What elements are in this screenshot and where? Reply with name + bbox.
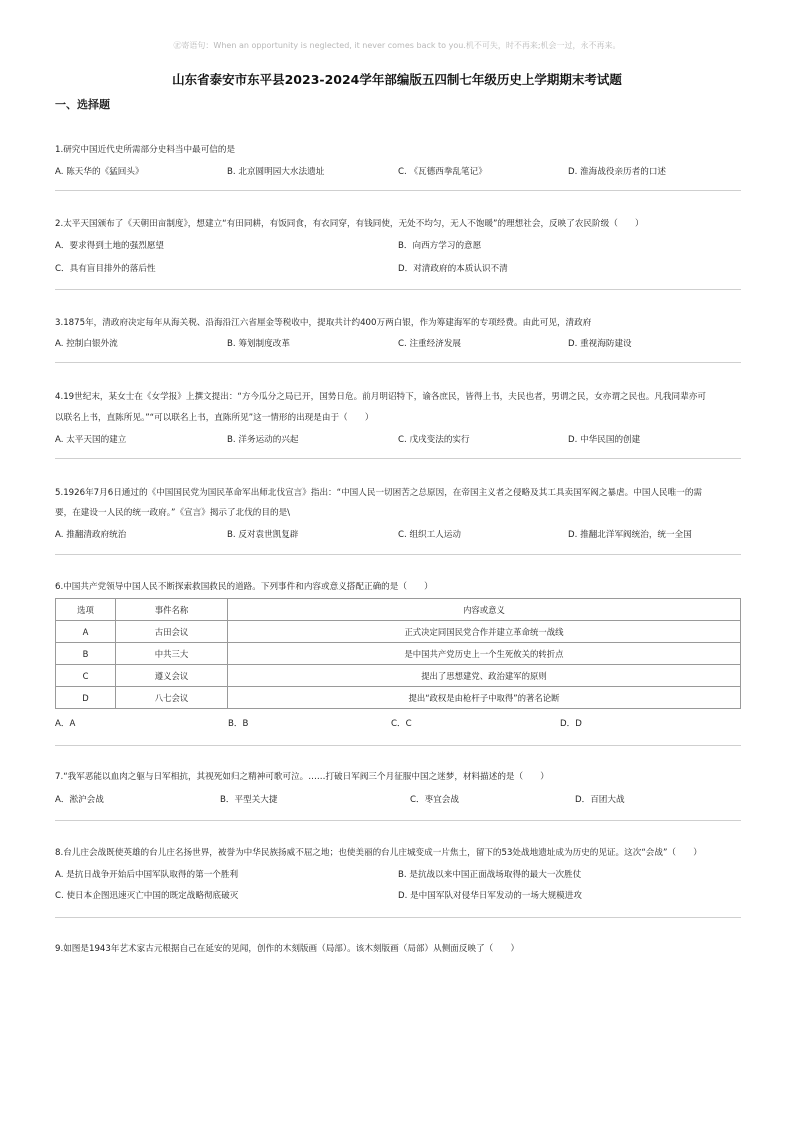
question-2-stem: 2.太平天国颁布了《天朝田亩制度》，想建立“有田同耕，有饭同食，有衣同穿，有钱同使，无处不均匀，无人不饱暖”的理想社会，反映了农民阶级（ ） [55, 219, 644, 229]
divider [55, 190, 741, 191]
question-5-option-b[interactable]: B. 反对袁世凯复辟 [227, 530, 299, 540]
question-2-option-c[interactable]: C．具有盲目排外的落后性 [55, 264, 156, 274]
table-cell: 遵义会议 [116, 665, 228, 687]
page-title: 山东省泰安市东平县2023-2024学年部编版五四制七年级历史上学期期末考试题 [172, 72, 622, 87]
question-5-stem-line-1: 5.1926年7月6日通过的《中国国民党为国民革命军出师北伐宣言》指出：“中国人民一切困苦之总原因，在帝国主义者之侵略及其工具卖国军阀之暴虐。中国人民唯一的需 [55, 488, 703, 498]
question-1-stem: 1.研究中国近代史所需部分史料当中最可信的是 [55, 145, 236, 155]
question-9-stem: 9.如图是1943年艺术家古元根据自己在延安的见闻，创作的木刻版画（局部）。该木刻版画（局部）从侧面反映了（ ） [55, 944, 520, 954]
column-header-meaning: 内容或意义 [228, 599, 741, 621]
question-6-option-a[interactable]: A．A [55, 719, 76, 729]
question-3-option-d[interactable]: D. 重视海防建设 [568, 339, 632, 349]
table-cell: C [56, 665, 116, 687]
question-4-stem-line-2: 以联名上书，直陈所见。”“可以联名上书，直陈所见”这一情形的出现是由于（ ） [55, 413, 374, 423]
question-3-stem: 3.1875年，清政府决定每年从海关税、沿海沿江六省厘金等税收中，提取共计约400万两白银，作为筹建海军的专项经费。由此可见，清政府 [55, 318, 592, 328]
question-5-stem-line-2: 要，在建设一人民的统一政府。”《宣言》揭示了北伐的目的是\ [55, 508, 291, 518]
question-1-option-c[interactable]: C. 《瓦德西拳乱笔记》 [398, 167, 487, 177]
table-row [56, 665, 741, 687]
question-5-option-d[interactable]: D. 推翻北洋军阀统治，统一全国 [568, 530, 692, 540]
question-8-option-d[interactable]: D. 是中国军队对侵华日军发动的一场大规模进攻 [398, 891, 582, 901]
section-heading: 一、选择题 [55, 98, 110, 111]
divider [55, 917, 741, 918]
question-5-option-a[interactable]: A. 推翻清政府统治 [55, 530, 127, 540]
question-3-option-c[interactable]: C. 注重经济发展 [398, 339, 462, 349]
divider [55, 362, 741, 363]
question-8-option-b[interactable]: B. 是抗战以来中国正面战场取得的最大一次胜仗 [398, 870, 582, 880]
divider [55, 745, 741, 746]
table-row [56, 621, 741, 643]
question-8-stem: 8.台儿庄会战既使英雄的台儿庄名扬世界，被誉为中华民族扬威不屈之地；也使美丽的台儿庄城变成一片焦土，留下的53处战地遗址成为历史的见证。这次“会战”（ ） [55, 848, 702, 858]
question-7-stem: 7.“我军恶能以血肉之躯与日军相抗，其视死如归之精神可歌可泣。……打破日军阀三个月征服中国之迷梦，材料描述的是（ ） [55, 772, 549, 782]
table-cell: A [56, 621, 116, 643]
question-8-option-a[interactable]: A. 是抗日战争开始后中国军队取得的第一个胜利 [55, 870, 239, 880]
question-2-option-b[interactable]: B．向西方学习的意愿 [398, 241, 482, 251]
question-8-option-c[interactable]: C. 使日本企图迅速灭亡中国的既定战略彻底破灭 [55, 891, 239, 901]
table-cell: D [56, 687, 116, 709]
divider [55, 458, 741, 459]
question-6-option-d[interactable]: D．D [560, 719, 582, 729]
question-4-option-a[interactable]: A. 太平天国的建立 [55, 435, 127, 445]
column-header-event: 事件名称 [116, 599, 228, 621]
question-5-option-c[interactable]: C. 组织工人运动 [398, 530, 462, 540]
table-cell: 提出“政权是由枪杆子中取得”的著名论断 [228, 687, 741, 709]
watermark: ㊣寄语句：When an opportunity is neglected, it never comes back to you.机不可失，时不再来;机会一过，永不再来。 [173, 41, 621, 50]
divider [55, 289, 741, 290]
divider [55, 554, 741, 555]
question-2-option-a[interactable]: A．要求得到土地的强烈愿望 [55, 241, 165, 251]
table-cell: 是中国共产党历史上一个生死攸关的转折点 [228, 643, 741, 665]
question-4-option-b[interactable]: B. 洋务运动的兴起 [227, 435, 299, 445]
question-7-option-b[interactable]: B．平型关大捷 [220, 795, 278, 805]
column-header-option: 选项 [56, 599, 116, 621]
events-table [55, 598, 741, 709]
question-6-option-c[interactable]: C．C [391, 719, 412, 729]
question-1-option-d[interactable]: D. 淮海战役亲历者的口述 [568, 167, 667, 177]
table-cell: 八七会议 [116, 687, 228, 709]
question-1-option-a[interactable]: A. 陈天华的《猛回头》 [55, 167, 144, 177]
table-cell: 提出了思想建党、政治建军的原则 [228, 665, 741, 687]
question-3-option-b[interactable]: B. 筹划制度改革 [227, 339, 290, 349]
question-7-option-c[interactable]: C．枣宜会战 [410, 795, 459, 805]
question-1-option-b[interactable]: B. 北京圆明园大水法遗址 [227, 167, 325, 177]
divider [55, 820, 741, 821]
question-7-option-d[interactable]: D．百团大战 [575, 795, 625, 805]
question-7-option-a[interactable]: A．淞沪会战 [55, 795, 104, 805]
table-cell: 中共三大 [116, 643, 228, 665]
question-6-option-b[interactable]: B．B [228, 719, 249, 729]
table-header-row [56, 599, 741, 621]
table-row [56, 643, 741, 665]
question-6-stem: 6.中国共产党领导中国人民不断探索救国救民的道路。下列事件和内容或意义搭配正确的是（ ） [55, 582, 433, 592]
table-row [56, 687, 741, 709]
table-cell: 正式决定同国民党合作并建立革命统一战线 [228, 621, 741, 643]
question-4-option-c[interactable]: C. 戊戌变法的实行 [398, 435, 470, 445]
question-3-option-a[interactable]: A. 控制白银外流 [55, 339, 118, 349]
question-2-option-d[interactable]: D．对清政府的本质认识不清 [398, 264, 508, 274]
table-cell: 古田会议 [116, 621, 228, 643]
question-4-stem-line-1: 4.19世纪末，某女士在《女学报》上撰文提出：“方今瓜分之局已开，国势日危。前月明诏特下，谕各庶民，皆得上书，夫民也者，男谓之民，女亦谓之民也。凡我同辈亦可 [55, 392, 706, 402]
question-4-option-d[interactable]: D. 中华民国的创建 [568, 435, 641, 445]
table-cell: B [56, 643, 116, 665]
